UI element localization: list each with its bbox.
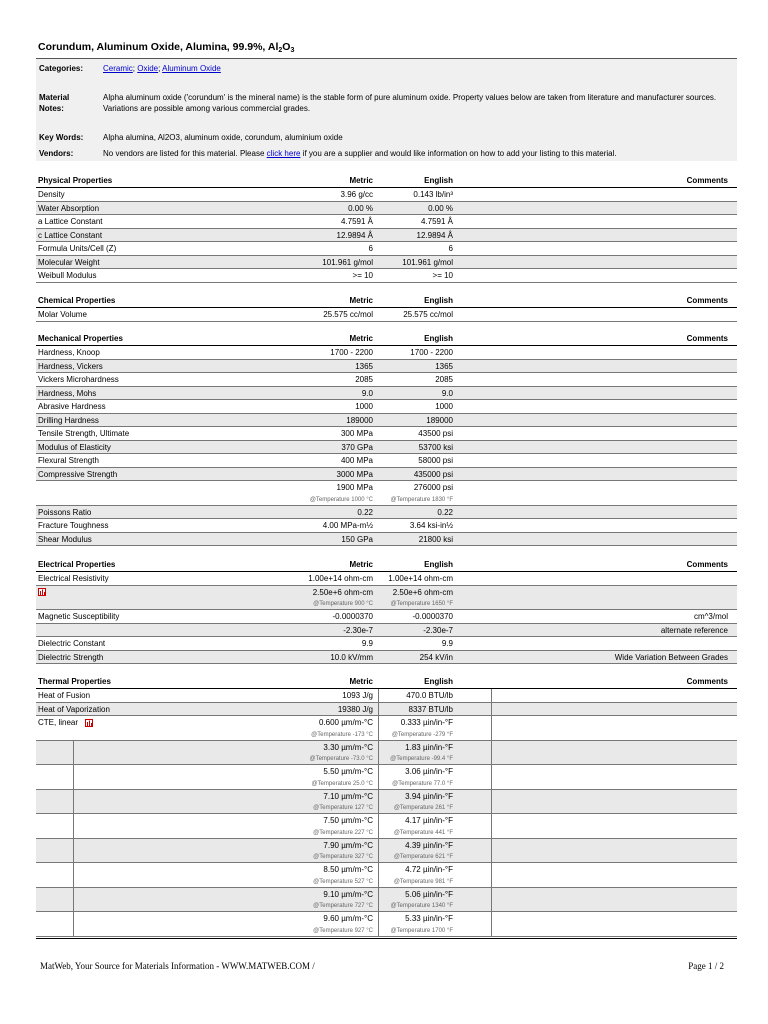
section-title: Thermal Properties	[38, 677, 111, 686]
table-row	[36, 519, 737, 533]
english-condition: @Temperature 1700 °F	[390, 927, 453, 934]
table-row	[36, 912, 737, 937]
english-value: 3.94 µin/in-°F	[405, 791, 453, 801]
metric-value: 2085	[355, 375, 373, 384]
property-name: Magnetic Susceptibility	[38, 612, 120, 621]
comment-text: Wide Variation Between Grades	[614, 652, 728, 662]
metric-value: 0.00 %	[348, 203, 373, 213]
metric-value: >= 10	[352, 271, 373, 280]
metric-value: -2.30e-7	[343, 625, 373, 635]
metric-column-header: Metric	[349, 176, 373, 185]
chemical-properties-table	[36, 294, 737, 322]
column-divider	[491, 839, 492, 863]
column-divider	[73, 912, 74, 936]
column-divider	[491, 912, 492, 936]
table-row	[36, 400, 737, 414]
property-name: Dielectric Constant	[38, 639, 106, 648]
table-row	[36, 741, 737, 766]
footer-divider	[36, 938, 737, 939]
table-row	[36, 716, 737, 741]
metric-value: 1.00e+14 ohm-cm	[308, 574, 373, 583]
table-row	[36, 346, 737, 360]
table-row	[36, 454, 737, 468]
material-notes: Alpha aluminum oxide ('corundum' is the mineral name) is the stable form of pure aluminum oxide. Property values below are taken from literature and manufacturer sources. Variations are possible among various commercial grades.	[103, 93, 717, 113]
property-name: Heat of Vaporization	[38, 704, 110, 714]
property-name: Water Absorption	[38, 203, 100, 213]
english-condition: @Temperature -279 °F	[391, 731, 453, 738]
material-info-panel	[36, 58, 737, 161]
metric-value: 1365	[355, 361, 373, 371]
metric-value: 2.50e+6 ohm-cm	[312, 587, 373, 597]
vendors-label: Vendors:	[39, 149, 74, 158]
english-column-header: English	[424, 296, 453, 305]
column-divider	[73, 765, 74, 789]
section-title: Electrical Properties	[38, 560, 116, 569]
property-name: Flexural Strength	[38, 456, 99, 465]
english-value: -2.30e-7	[423, 625, 453, 635]
metric-value: 4.00 MPa-m½	[322, 521, 373, 530]
metric-value: 12.9894 Å	[336, 230, 373, 240]
property-name: c Lattice Constant	[38, 230, 103, 240]
column-divider	[378, 716, 379, 740]
keywords-label: Key Words:	[39, 133, 84, 142]
english-value: 189000	[426, 415, 453, 425]
column-divider	[378, 888, 379, 912]
metric-value: 9.0	[361, 388, 373, 398]
english-value: 2085	[435, 375, 453, 384]
thermal-properties-table	[36, 675, 737, 937]
metric-value: -0.0000370	[332, 612, 373, 621]
column-divider	[378, 765, 379, 789]
metric-condition: @Temperature -173 °C	[311, 731, 373, 738]
comments-column-header: Comments	[686, 560, 728, 569]
table-row	[36, 242, 737, 256]
english-condition: @Temperature 441 °F	[393, 829, 453, 836]
column-divider	[73, 741, 74, 765]
property-name: Modulus of Elasticity	[38, 442, 111, 452]
table-row	[36, 427, 737, 441]
column-divider	[378, 790, 379, 814]
metric-value: 189000	[346, 415, 373, 425]
column-divider	[491, 888, 492, 912]
property-name: Hardness, Mohs	[38, 388, 97, 398]
column-divider	[378, 689, 379, 702]
property-name: Shear Modulus	[38, 534, 92, 544]
english-value: 5.06 µin/in-°F	[405, 889, 453, 899]
table-row	[36, 624, 737, 638]
property-name: CTE, linear	[38, 718, 79, 727]
table-row	[36, 308, 737, 322]
metric-value: 9.10 µm/m-°C	[323, 889, 373, 899]
metric-condition: @Temperature -73.0 °C	[309, 756, 373, 762]
property-name: Abrasive Hardness	[38, 402, 106, 411]
english-value: 0.22	[437, 507, 453, 517]
metric-condition: @Temperature 527 °C	[313, 878, 373, 885]
table-row	[36, 229, 737, 243]
property-name: Molar Volume	[38, 310, 87, 319]
english-value: 0.00 %	[428, 203, 453, 213]
metric-value: 3000 MPa	[336, 469, 373, 479]
metric-value: 7.50 µm/m-°C	[323, 816, 373, 825]
table-header	[36, 558, 737, 572]
column-divider	[491, 741, 492, 765]
table-header	[36, 332, 737, 346]
english-value: -0.0000370	[412, 612, 453, 621]
metric-value: 9.9	[361, 639, 373, 648]
table-row	[36, 651, 737, 665]
english-column-header: English	[424, 176, 453, 185]
section-title: Chemical Properties	[38, 296, 116, 305]
metric-value: 1000	[355, 402, 373, 411]
metric-column-header: Metric	[349, 296, 373, 305]
column-divider	[73, 863, 74, 887]
table-row	[36, 765, 737, 790]
table-row	[36, 814, 737, 839]
table-row	[36, 481, 737, 506]
metric-value: 101.961 g/mol	[322, 257, 373, 267]
table-header	[36, 294, 737, 308]
property-name: Dielectric Strength	[38, 652, 104, 662]
table-row	[36, 256, 737, 270]
table-row	[36, 188, 737, 202]
vendor-click-here-link[interactable]: click here	[266, 149, 301, 158]
metric-value: 0.22	[357, 507, 373, 517]
table-row	[36, 610, 737, 624]
english-value: 4.7591 Å	[420, 217, 453, 226]
comments-column-header: Comments	[686, 334, 728, 343]
property-name: Tensile Strength, Ultimate	[38, 429, 130, 438]
property-name: Hardness, Vickers	[38, 361, 103, 371]
keywords: Alpha alumina, Al2O3, aluminum oxide, corundum, aluminium oxide	[103, 133, 343, 142]
english-value: 101.961 g/mol	[402, 257, 453, 267]
metric-value: 300 MPa	[340, 429, 373, 438]
english-column-header: English	[424, 677, 453, 686]
chart-icon[interactable]	[85, 719, 93, 727]
comment-text: alternate reference	[660, 625, 728, 635]
table-row	[36, 360, 737, 374]
english-condition: @Temperature -99.4 °F	[390, 756, 453, 762]
property-name: Weibull Modulus	[38, 271, 97, 280]
metric-value: 370 GPa	[341, 442, 373, 452]
property-name: Density	[38, 190, 65, 199]
table-row	[36, 506, 737, 520]
english-value: 470.0 BTU/lb	[406, 691, 453, 700]
english-value: 1.00e+14 ohm-cm	[388, 574, 453, 583]
chart-icon[interactable]	[38, 588, 46, 596]
page-title	[38, 41, 294, 54]
table-row	[36, 373, 737, 387]
metric-value: 3.30 µm/m-°C	[323, 742, 373, 752]
english-condition: @Temperature 77.0 °F	[392, 780, 453, 787]
notes-label: Material Notes:	[39, 93, 70, 113]
metric-column-header: Metric	[349, 560, 373, 569]
metric-value: 1700 - 2200	[330, 348, 373, 357]
english-value: >= 10	[432, 271, 453, 280]
column-divider	[378, 741, 379, 765]
physical-properties-table	[36, 174, 737, 283]
comments-column-header: Comments	[686, 296, 728, 305]
table-row	[36, 387, 737, 401]
english-value: 6	[448, 244, 453, 253]
column-divider	[491, 716, 492, 740]
property-name: Heat of Fusion	[38, 691, 91, 700]
table-row	[36, 790, 737, 815]
column-divider	[491, 703, 492, 716]
footer-page-number: Page 1 / 2	[688, 961, 724, 971]
english-value: 25.575 cc/mol	[403, 310, 453, 319]
property-name: Compressive Strength	[38, 469, 118, 479]
comment-text: cm^3/mol	[694, 612, 728, 621]
column-divider	[491, 814, 492, 838]
column-divider	[378, 703, 379, 716]
property-name: Poissons Ratio	[38, 507, 92, 517]
metric-value: 5.50 µm/m-°C	[323, 767, 373, 776]
english-value: 5.33 µin/in-°F	[405, 914, 453, 923]
table-row	[36, 215, 737, 229]
english-value: 276000 psi	[413, 483, 453, 492]
english-condition: @Temperature 1830 °F	[390, 496, 453, 503]
english-value: 1365	[435, 361, 453, 371]
column-divider	[73, 839, 74, 863]
property-name: a Lattice Constant	[38, 217, 103, 226]
metric-condition: @Temperature 327 °C	[313, 854, 373, 860]
column-divider	[73, 888, 74, 912]
metric-value: 7.10 µm/m-°C	[323, 791, 373, 801]
table-row	[36, 202, 737, 216]
metric-value: 25.575 cc/mol	[323, 310, 373, 319]
mechanical-properties-table	[36, 332, 737, 546]
metric-value: 3.96 g/cc	[340, 190, 373, 199]
english-value: 1700 - 2200	[410, 348, 453, 357]
vendors-text: No vendors are listed for this material. Please click here if you are a supplier and would like information on how to add your listing to this material.	[103, 149, 617, 158]
table-row	[36, 703, 737, 717]
english-condition: @Temperature 1340 °F	[390, 903, 453, 909]
metric-value: 0.600 µm/m-°C	[318, 718, 373, 727]
english-value: 0.333 µin/in-°F	[400, 718, 453, 727]
column-divider	[491, 765, 492, 789]
metric-condition: @Temperature 727 °C	[313, 903, 373, 909]
category-link-oxide[interactable]: Oxide	[137, 64, 159, 73]
column-divider	[73, 790, 74, 814]
title-subscript: 3	[290, 47, 295, 54]
english-value: 9.0	[441, 388, 453, 398]
metric-column-header: Metric	[349, 334, 373, 343]
english-value: 435000 psi	[413, 469, 453, 479]
category-link-ceramic[interactable]: Ceramic	[103, 64, 133, 73]
table-row	[36, 572, 737, 586]
property-name: Drilling Hardness	[38, 415, 99, 425]
english-value: 2.50e+6 ohm-cm	[392, 587, 453, 597]
english-value: 3.06 µin/in-°F	[405, 767, 453, 776]
comments-column-header: Comments	[686, 176, 728, 185]
english-value: 8337 BTU/lb	[408, 704, 453, 714]
metric-value: 9.60 µm/m-°C	[323, 914, 373, 923]
column-divider	[378, 814, 379, 838]
table-header	[36, 675, 737, 689]
column-divider	[378, 912, 379, 936]
english-value: 0.143 lb/in³	[413, 190, 453, 199]
english-value: 58000 psi	[418, 456, 453, 465]
english-value: 43500 psi	[418, 429, 453, 438]
metric-value: 4.7591 Å	[340, 217, 373, 226]
property-name: Vickers Microhardness	[38, 375, 119, 384]
english-value: 12.9894 Å	[416, 230, 453, 240]
english-value: 53700 ksi	[418, 442, 453, 452]
english-condition: @Temperature 261 °F	[393, 805, 453, 811]
section-title: Physical Properties	[38, 176, 113, 185]
table-row	[36, 586, 737, 611]
title-text: Corundum, Aluminum Oxide, Alumina, 99.9%, Al	[38, 41, 279, 53]
section-title: Mechanical Properties	[38, 334, 123, 343]
comments-column-header: Comments	[686, 677, 728, 686]
metric-value: 1093 J/g	[342, 691, 373, 700]
english-condition: @Temperature 981 °F	[393, 878, 453, 885]
metric-value: 6	[368, 244, 373, 253]
metric-value: 8.50 µm/m-°C	[323, 865, 373, 874]
metric-condition: @Temperature 25.0 °C	[311, 780, 373, 787]
categories-label: Categories:	[39, 64, 84, 73]
metric-condition: @Temperature 927 °C	[313, 927, 373, 934]
title-oxygen: O	[282, 41, 291, 53]
property-name: Formula Units/Cell (Z)	[38, 244, 117, 253]
english-column-header: English	[424, 560, 453, 569]
metric-value: 19380 J/g	[337, 704, 373, 714]
column-divider	[378, 839, 379, 863]
table-header	[36, 174, 737, 188]
english-value: 9.9	[441, 639, 453, 648]
metric-value: 150 GPa	[341, 534, 373, 544]
english-value: 254 kV/in	[419, 652, 453, 662]
table-row	[36, 468, 737, 482]
english-condition: @Temperature 1650 °F	[390, 601, 453, 607]
category-link-aluminum-oxide[interactable]: Aluminum Oxide	[162, 64, 221, 73]
table-row	[36, 269, 737, 283]
property-name: Hardness, Knoop	[38, 348, 100, 357]
column-divider	[491, 790, 492, 814]
column-divider	[73, 814, 74, 838]
categories-list: Ceramic; Oxide; Aluminum Oxide	[103, 64, 221, 73]
metric-value: 7.90 µm/m-°C	[323, 840, 373, 850]
table-row	[36, 863, 737, 888]
table-row	[36, 839, 737, 864]
metric-condition: @Temperature 227 °C	[313, 829, 373, 836]
footer-source: MatWeb, Your Source for Materials Information - WWW.MATWEB.COM /	[40, 961, 315, 971]
metric-condition: @Temperature 900 °C	[313, 601, 373, 607]
property-name: Fracture Toughness	[38, 521, 109, 530]
metric-column-header: Metric	[349, 677, 373, 686]
english-value: 4.17 µin/in-°F	[405, 816, 453, 825]
english-value: 1.83 µin/in-°F	[405, 742, 453, 752]
metric-condition: @Temperature 1000 °C	[309, 496, 373, 503]
column-divider	[378, 863, 379, 887]
property-name: Molecular Weight	[38, 257, 100, 267]
table-row	[36, 689, 737, 703]
table-row	[36, 637, 737, 651]
table-row	[36, 533, 737, 547]
metric-condition: @Temperature 127 °C	[313, 805, 373, 811]
english-value: 21800 ksi	[418, 534, 453, 544]
metric-value: 400 MPa	[340, 456, 373, 465]
english-value: 1000	[435, 402, 453, 411]
english-value: 4.72 µin/in-°F	[405, 865, 453, 874]
property-name: Electrical Resistivity	[38, 574, 109, 583]
table-row	[36, 414, 737, 428]
column-divider	[491, 689, 492, 702]
table-row	[36, 441, 737, 455]
table-row	[36, 888, 737, 913]
metric-value: 1900 MPa	[336, 483, 373, 492]
title-subscript: 2	[278, 47, 283, 54]
english-value: 3.64 ksi-in½	[409, 521, 453, 530]
electrical-properties-table	[36, 558, 737, 664]
column-divider	[491, 863, 492, 887]
english-column-header: English	[424, 334, 453, 343]
metric-value: 10.0 kV/mm	[330, 652, 373, 662]
english-condition: @Temperature 621 °F	[393, 854, 453, 860]
english-value: 4.39 µin/in-°F	[405, 840, 453, 850]
